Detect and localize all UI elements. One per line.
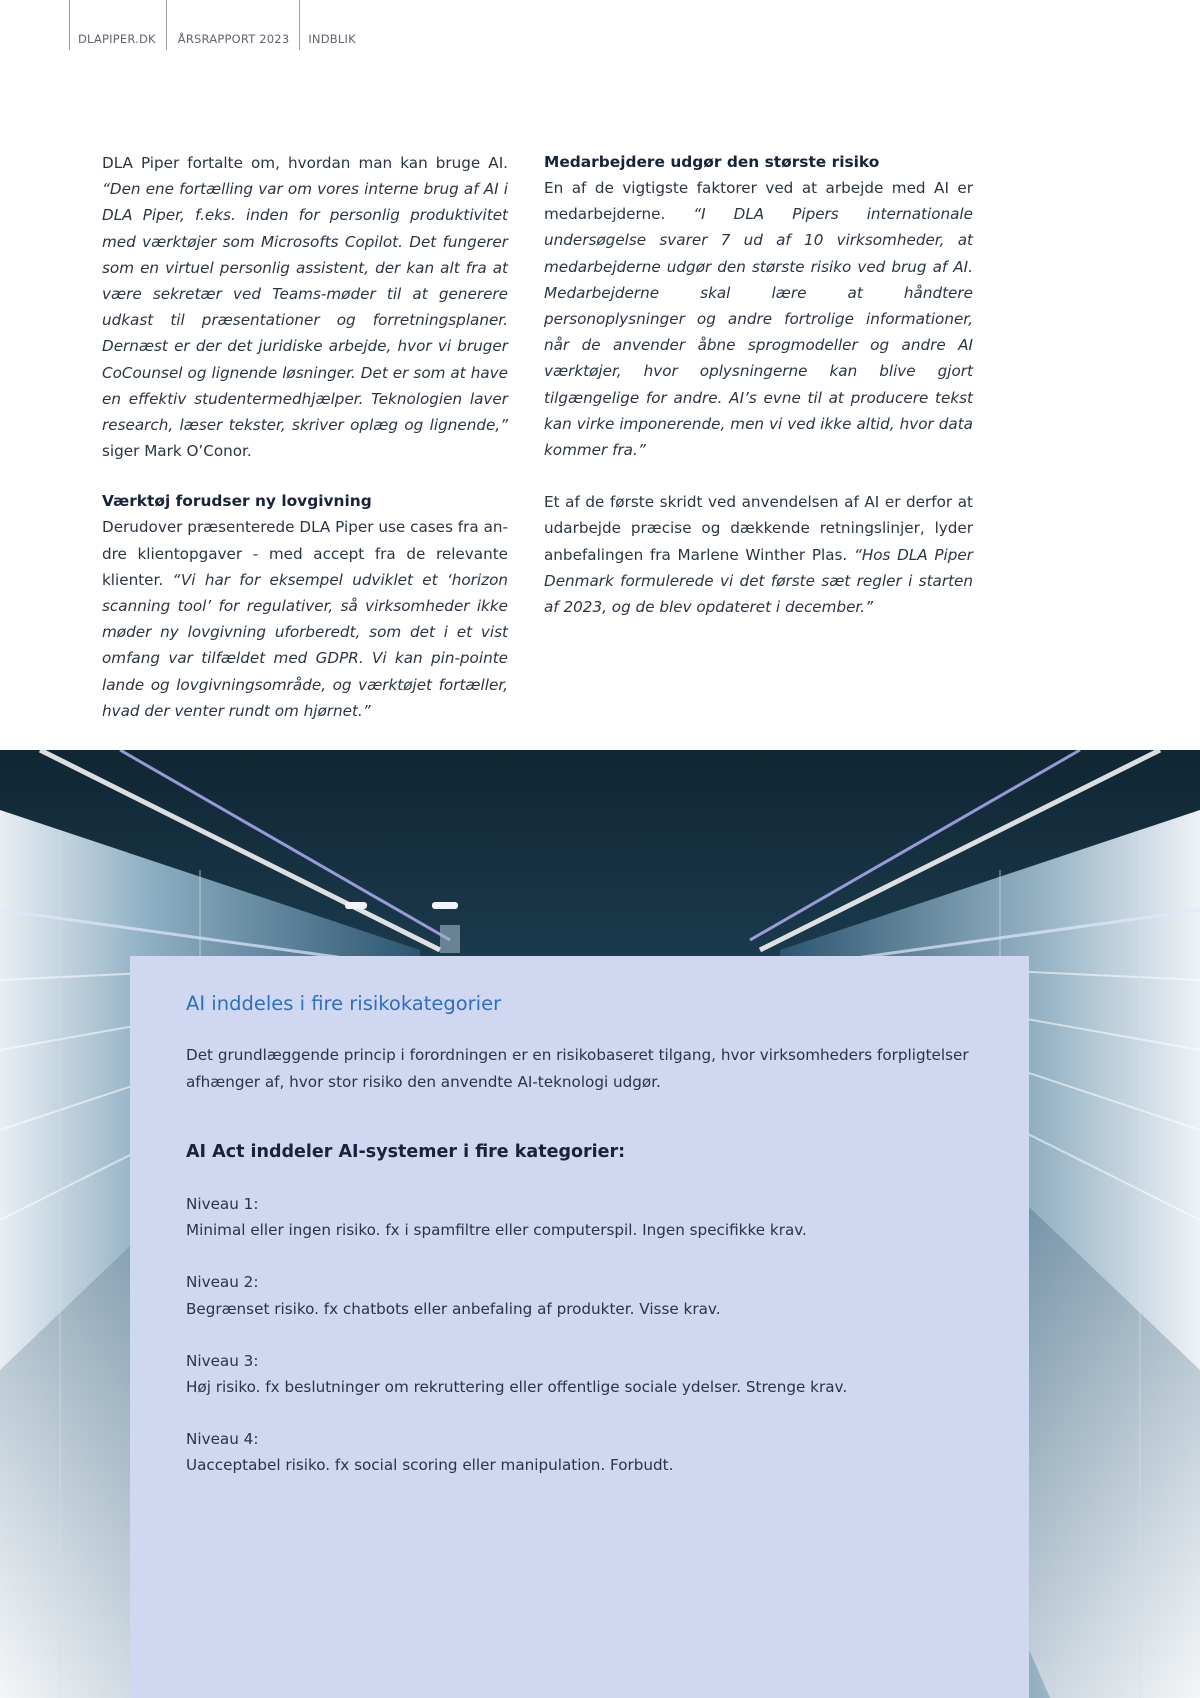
paragraph-employees-risk xyxy=(544,175,973,463)
risk-level-4 xyxy=(186,1426,973,1478)
box-title: AI inddeles i fire risikokategorier xyxy=(186,992,502,1015)
quote: “Den ene fortælling var om vores interne brug af AI i DLA Piper, f.eks. inden for personlig produktivitet med værktøjer som Microsofts Copilot. Det fungerer som en virtuel personlig assistent, der kan alt fra at være sekretær ved Teams-møder til at generere udkast til præsentationer og forretningsplaner. Dernæst er der det juridiske arbejde, hvor vi bruger CoCounsel og lignende løsninger. Det er som at have en effektiv studentermedhjælper. Teknologien laver research, læser tekster, skriver oplæg og lignende,” xyxy=(102,180,508,435)
risk-level-list xyxy=(186,1191,973,1479)
paragraph-guidelines xyxy=(544,489,973,620)
risk-level-label: Niveau 3: xyxy=(186,1351,259,1370)
top-navigation xyxy=(69,0,366,50)
paragraph-intro: Derudover præsenterede DLA Piper use cases fra andre klientopgaver - med accept fra de relevante klienter. xyxy=(102,518,508,589)
risk-level-label: Niveau 1: xyxy=(186,1195,259,1213)
risk-level-text: Uacceptabel risiko. fx social scoring eller manipulation. Forbudt. xyxy=(186,1456,674,1475)
risk-level-label: Niveau 4: xyxy=(186,1430,259,1449)
quote: “Vi har for eksempel udviklet et ‘horizon scanning tool’ for regulativer, så virksomheder ikke møder ny lovgivning uforberedt, som det i et vist omfang var tilfældet med GDPR. Vi kan pin-pointe lande og lovgivningsområde, og værktøjet fortæller, hvad der venter rundt om hjørnet.” xyxy=(102,570,508,720)
paragraph-use-cases xyxy=(102,514,508,724)
section-heading: Medarbejdere udgør den største risiko xyxy=(544,153,880,171)
risk-level-text: Minimal eller ingen risiko. fx i spamfiltre eller computerspil. Ingen specifikke krav. xyxy=(186,1221,807,1240)
nav-link-indblik[interactable]: INDBLIK xyxy=(299,0,365,50)
nav-link-arsrapport[interactable]: ÅRSRAPPORT 2023 xyxy=(166,0,300,50)
risk-level-text: Høj risiko. fx beslutninger om rekruttering eller offentlige sociale ydelser. Strenge krav. xyxy=(186,1378,848,1397)
risk-level-1 xyxy=(186,1191,973,1243)
paragraph-intro: En af de vigtigste faktorer ved at arbejde med AI er medarbejderne. xyxy=(544,179,973,224)
section-heading: Værktøj forudser ny lovgivning xyxy=(102,492,372,511)
risk-level-text: Begrænset risiko. fx chatbots eller anbefaling af produkter. Visse krav. xyxy=(186,1299,721,1318)
paragraph-outro: siger Mark O’Conor. xyxy=(102,442,252,461)
quote: “Hos DLA Piper Denmark formulerede vi det første sæt regler i starten af 2023, og de blev opdateret i december.” xyxy=(544,545,973,617)
risk-level-2 xyxy=(186,1269,973,1321)
quote: “I DLA Pipers internationale undersøgelse svarer 7 ud af 10 virksomheder, at medarbejderne udgør den største risiko ved brug af AI. Medarbejderne skal lære at håndtere personoplysninger og andre fortrolige informationer, når de anvender åbne sprogmodeller og andre AI værktøjer, hvor oplysningerne kan blive gjort tilgængelige for andre. AI’s evne til at producere tekst kan virke imponerende, men vi ved ikke altid, hvor data kommer fra.” xyxy=(544,205,973,460)
box-subtitle: AI Act inddeler AI-systemer i fire kategorier: xyxy=(186,1142,626,1162)
article-column-right xyxy=(544,149,973,620)
risk-categories-box xyxy=(130,956,1029,1698)
risk-level-3 xyxy=(186,1348,973,1400)
nav-link-dlapiper[interactable]: DLAPIPER.DK xyxy=(69,0,166,50)
risk-level-label: Niveau 2: xyxy=(186,1273,259,1292)
paragraph-ai-usage xyxy=(102,150,508,464)
box-intro: Det grundlæggende princip i forordningen er en risikobaseret tilgang, hvor virksomheders forpligtelser afhænger af, hvor stor risiko den anvendte AI-teknologi udgør. xyxy=(186,1046,969,1091)
article-column-left xyxy=(102,150,508,724)
paragraph-intro: DLA Piper fortalte om, hvordan man kan bruge AI. xyxy=(102,154,508,172)
paragraph-intro: Et af de første skridt ved anvendelsen af AI er derfor at udarbejde præcise og dækkende retningslinjer, lyder anbefalingen fra Marlene Winther Plas. xyxy=(544,493,973,564)
